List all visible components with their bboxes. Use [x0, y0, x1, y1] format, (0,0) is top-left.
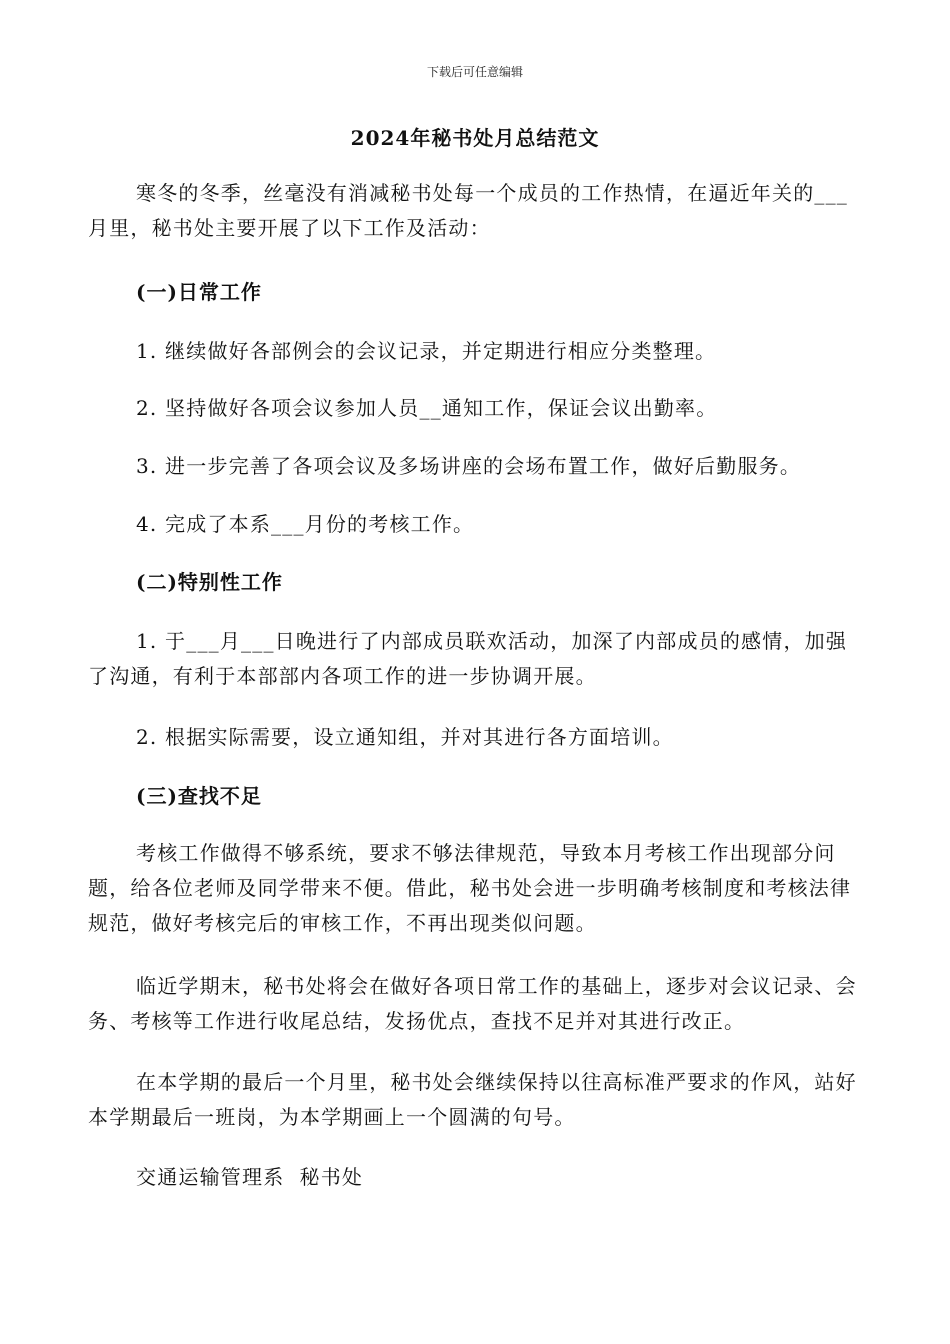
section-2-item-2: 2. 根据实际需要，设立通知组，并对其进行各方面培训。	[136, 725, 674, 749]
header-note: 下载后可任意编辑	[426, 65, 523, 79]
section-1-item-4: 4. 完成了本系___月份的考核工作。	[136, 512, 475, 536]
section-2-item-1: 1. 于___月___日晚进行了内部成员联欢活动，加深了内部成员的感情，加强了沟通，有利于本部部内各项工作的进一步协调开展。	[88, 629, 848, 688]
signature: 交通运输管理系 秘书处	[136, 1165, 364, 1189]
intro-paragraph: 寒冬的冬季，丝毫没有消减秘书处每一个成员的工作热情，在逼近年关的___月里，秘书处主要开展了以下工作及活动：	[88, 181, 848, 240]
section-1-item-1: 1. 继续做好各部例会的会议记录，并定期进行相应分类整理。	[136, 339, 717, 363]
section-2-heading: (二)特别性工作	[136, 570, 283, 594]
closing-paragraph-2: 在本学期的最后一个月里，秘书处会继续保持以往高标准严要求的作风，站好本学期最后一班岗，为本学期画上一个圆满的句号。	[88, 1070, 857, 1129]
section-3-paragraph: 考核工作做得不够系统，要求不够法律规范，导致本月考核工作出现部分问题，给各位老师及同学带来不便。借此，秘书处会进一步明确考核制度和考核法律规范，做好考核完后的审核工作，不再出现类似问题。	[88, 841, 852, 935]
section-1-item-2: 2. 坚持做好各项会议参加人员__通知工作，保证会议出勤率。	[136, 396, 718, 420]
section-3-heading: (三)查找不足	[136, 784, 262, 808]
document-title: 2024年秘书处月总结范文	[350, 126, 600, 150]
closing-paragraph-1: 临近学期末，秘书处将会在做好各项日常工作的基础上，逐步对会议记录、会务、考核等工作进行收尾总结，发扬优点，查找不足并对其进行改正。	[88, 974, 857, 1033]
section-1-item-3: 3. 进一步完善了各项会议及多场讲座的会场布置工作，做好后勤服务。	[136, 454, 802, 478]
section-1-heading: (一)日常工作	[136, 280, 262, 304]
